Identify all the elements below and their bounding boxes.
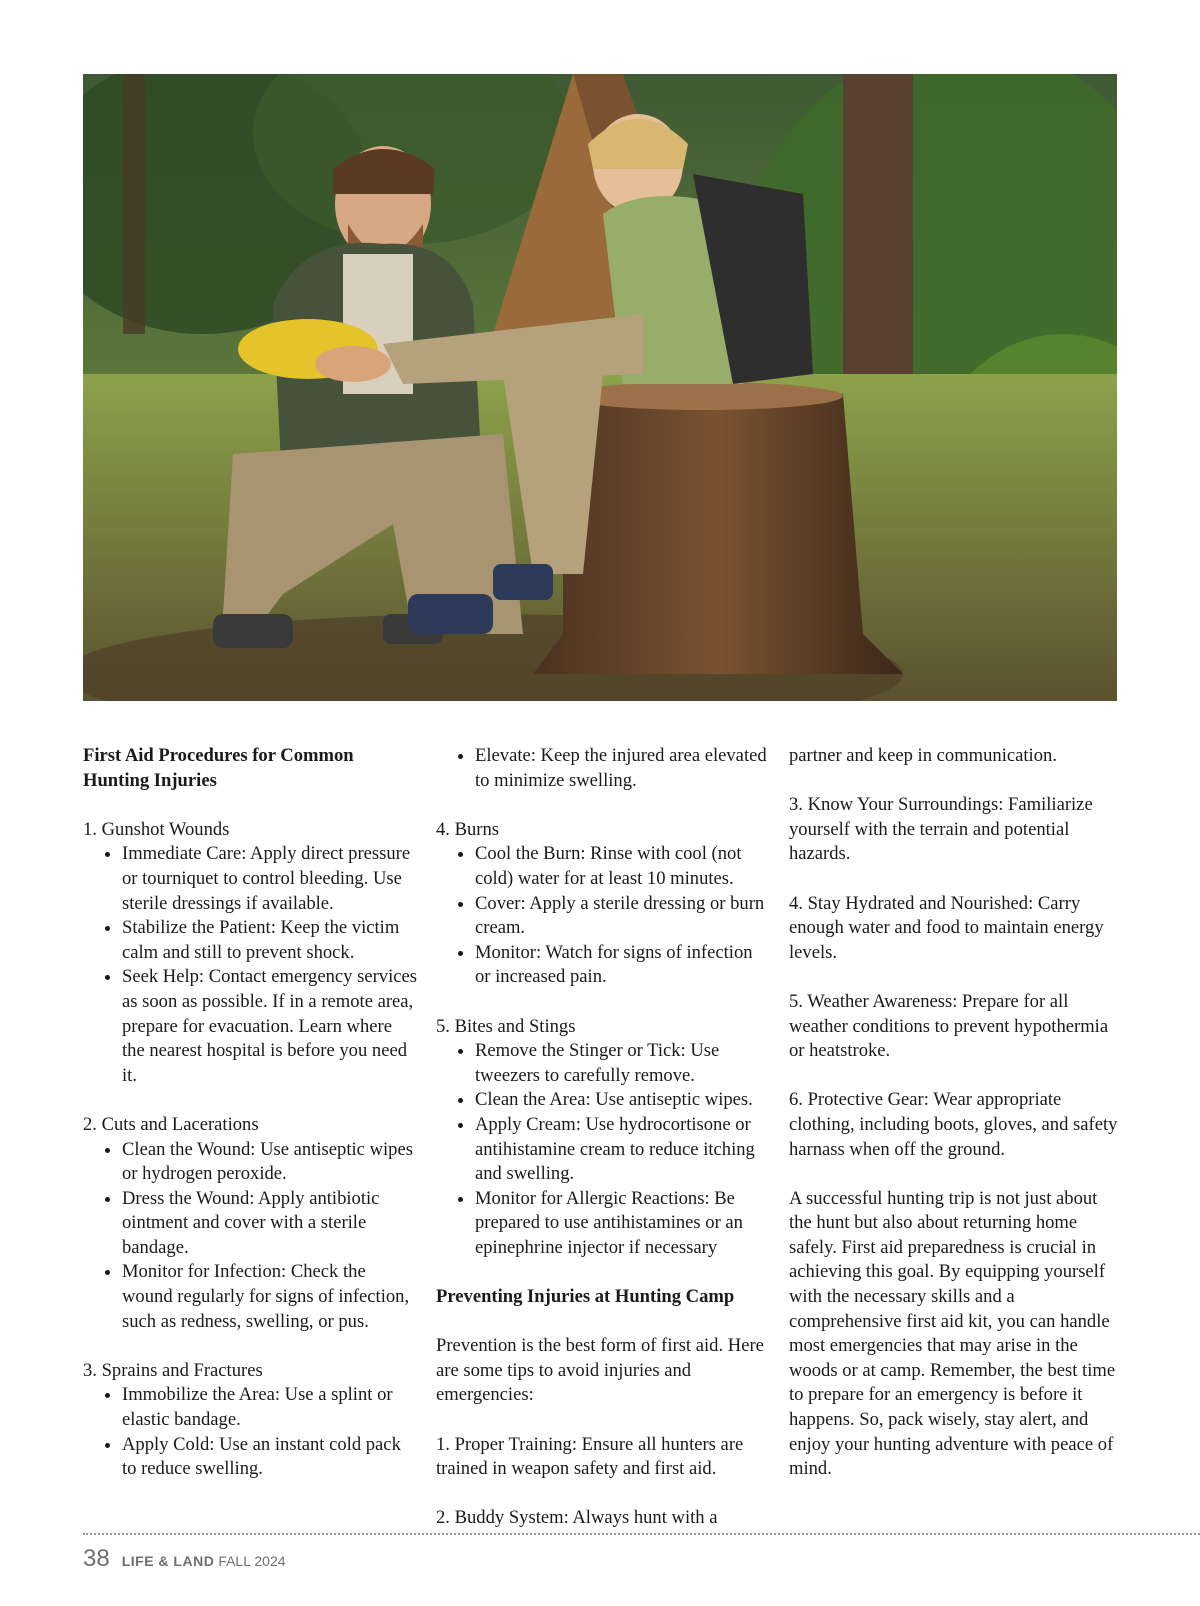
column-2 bbox=[436, 744, 770, 1531]
list-item: • Remove the Stinger or Tick: Use tweezers to carefully remove. bbox=[475, 1039, 770, 1088]
list-item: • Seek Help: Contact emergency services as soon as possible. If in a remote area, prepare for evacuation. Learn where the nearest hospital is before you need it. bbox=[122, 965, 418, 1088]
sprains-list-cont bbox=[436, 744, 770, 793]
footer-divider bbox=[83, 1533, 1200, 1535]
sprains-title: 3. Sprains and Fractures bbox=[83, 1359, 263, 1381]
bites-list bbox=[436, 1039, 770, 1260]
cuts-list bbox=[83, 1138, 418, 1335]
list-item: • Monitor: Watch for signs of infection or increased pain. bbox=[475, 941, 770, 990]
magazine-name: LIFE & LAND bbox=[121, 1553, 215, 1569]
section-heading-preventing: Preventing Injuries at Hunting Camp bbox=[436, 1286, 735, 1308]
list-item: • Stabilize the Patient: Keep the victim calm and still to prevent shock. bbox=[122, 916, 418, 965]
section-heading-first-aid: First Aid Procedures for Common Hunting Injuries bbox=[83, 745, 354, 791]
list-item: • Clean the Area: Use antiseptic wipes. bbox=[475, 1088, 770, 1113]
tip-5: 5. Weather Awareness: Prepare for all weather conditions to prevent hypothermia or heatstroke. bbox=[789, 990, 1109, 1062]
list-item: • Apply Cream: Use hydrocortisone or antihistamine cream to reduce itching and swelling. bbox=[475, 1113, 770, 1187]
burns-list bbox=[436, 842, 770, 990]
list-item: • Monitor for Allergic Reactions: Be prepared to use antihistamines or an epinephrine injector if necessary bbox=[475, 1187, 770, 1261]
prevention-intro: Prevention is the best form of first aid. Here are some tips to avoid injuries and emergencies: bbox=[436, 1335, 764, 1406]
gunshot-title: 1. Gunshot Wounds bbox=[83, 818, 230, 840]
list-item: • Dress the Wound: Apply antibiotic ointment and cover with a sterile bandage. bbox=[122, 1187, 418, 1261]
bites-title: 5. Bites and Stings bbox=[436, 1015, 576, 1037]
list-item: • Cover: Apply a sterile dressing or burn cream. bbox=[475, 892, 770, 941]
hero-photo bbox=[83, 74, 1117, 701]
page-number: 38 bbox=[83, 1545, 110, 1572]
burns-title: 4. Burns bbox=[436, 818, 500, 840]
list-item: • Immediate Care: Apply direct pressure or tourniquet to control bleeding. Use sterile dressings if available. bbox=[122, 842, 418, 916]
tip-3: 3. Know Your Surroundings: Familiarize yourself with the terrain and potential hazards. bbox=[789, 794, 1093, 865]
tip-6: 6. Protective Gear: Wear appropriate clothing, including boots, gloves, and safety harnass when off the ground. bbox=[789, 1089, 1118, 1160]
column-1 bbox=[83, 744, 418, 1482]
conclusion: A successful hunting trip is not just about the hunt but also about returning home safely. First aid preparedness is crucial in achieving this goal. By equipping yourself with the necessary skills and a comprehensive first aid kit, you can handle most emergencies that may arise in the woods or at camp. Remember, the best time to prepare for an emergency is before it happens. So, pack wisely, stay alert, and enjoy your hunting adventure with peace of mind. bbox=[789, 1187, 1116, 1480]
list-item: • Elevate: Keep the injured area elevated to minimize swelling. bbox=[475, 744, 770, 793]
list-item: • Clean the Wound: Use antiseptic wipes or hydrogen peroxide. bbox=[122, 1138, 418, 1187]
list-item: • Immobilize the Area: Use a splint or elastic bandage. bbox=[122, 1383, 418, 1432]
column-3 bbox=[789, 744, 1119, 1482]
tip-1: 1. Proper Training: Ensure all hunters are trained in weapon safety and first aid. bbox=[436, 1433, 744, 1480]
sprains-list bbox=[83, 1383, 418, 1481]
tip-2-start: 2. Buddy System: Always hunt with a bbox=[436, 1507, 718, 1529]
list-item: • Monitor for Infection: Check the wound regularly for signs of infection, such as redness, swelling, or pus. bbox=[122, 1260, 418, 1334]
cuts-title: 2. Cuts and Lacerations bbox=[83, 1113, 259, 1135]
tip-2-end: partner and keep in communication. bbox=[789, 745, 1057, 766]
tip-4: 4. Stay Hydrated and Nourished: Carry enough water and food to maintain energy levels. bbox=[789, 892, 1104, 963]
gunshot-list bbox=[83, 842, 418, 1088]
list-item: • Apply Cold: Use an instant cold pack to reduce swelling. bbox=[122, 1433, 418, 1482]
page-footer bbox=[83, 1545, 286, 1573]
issue-label: FALL 2024 bbox=[218, 1553, 286, 1569]
list-item: • Cool the Burn: Rinse with cool (not cold) water for at least 10 minutes. bbox=[475, 842, 770, 891]
